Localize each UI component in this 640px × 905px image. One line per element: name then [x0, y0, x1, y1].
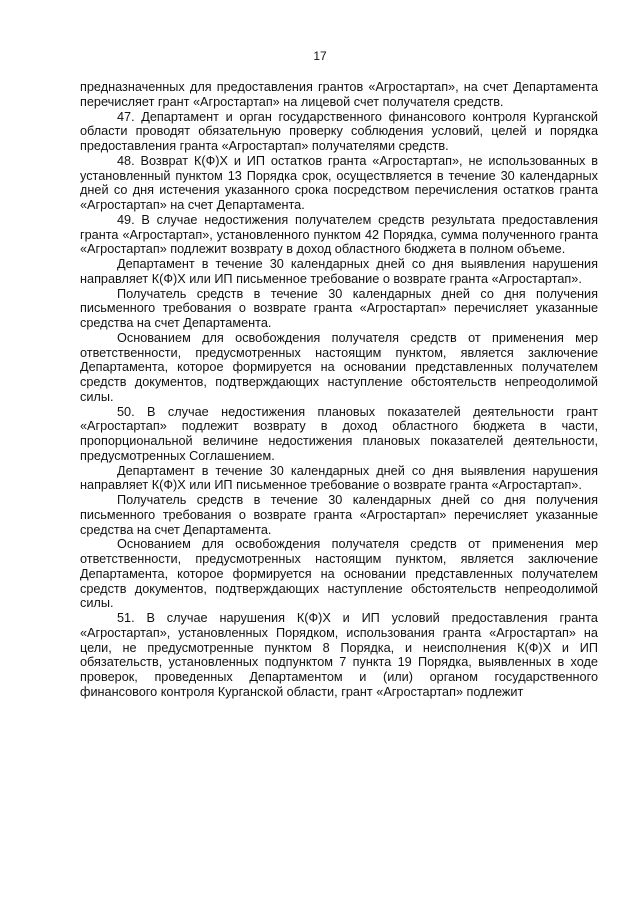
- paragraph: 49. В случае недостижения получателем средств результата предоставления гранта «Агростартап», установленного пунктом 42 Порядка, сумма полученного гранта «Агростартап» подлежит возврату в доход областного бюджета в полном объеме.: [80, 212, 598, 257]
- page-number: 17: [313, 49, 327, 63]
- document-body: [80, 80, 598, 700]
- paragraph: Департамент в течение 30 календарных дней со дня выявления нарушения направляет К(Ф)Х или ИП письменное требование о возврате гранта «Агростартап».: [80, 257, 598, 286]
- paragraph: Получатель средств в течение 30 календарных дней со дня получения письменного требования о возврате гранта «Агростартап» перечисляет указанные средства на счет Департамента.: [80, 286, 598, 330]
- paragraph: предназначенных для предоставления грантов «Агростартап», на счет Департамента перечисляет грант «Агростартап» на лицевой счет получателя средств.: [80, 80, 598, 109]
- paragraph: Департамент в течение 30 календарных дней со дня выявления нарушения направляет К(Ф)Х или ИП письменное требование о возврате гранта «Агростартап».: [80, 463, 598, 493]
- paragraph: Основанием для освобождения получателя средств от применения мер ответственности, предусмотренных настоящим пунктом, является заключение Департамента, которое формируется на основании представленных получателем средств документов, подтверждающих наступление обстоятельств непреодолимой силы.: [80, 330, 598, 404]
- paragraph: 48. Возврат К(Ф)Х и ИП остатков гранта «Агростартап», не использованных в установленный пунктом 13 Порядка срок, осуществляется в течение 30 календарных дней со дня истечения указанного срока посредством перечисления остатков гранта «Агростартап» на счет Департамента.: [80, 153, 598, 212]
- paragraph: 51. В случае нарушения К(Ф)Х и ИП условий предоставления гранта «Агростартап», установленных Порядком, использования гранта «Агростартап» на цели, не предусмотренные пунктом 8 Порядка, и неисполнения К(Ф)Х и ИП обязательств, установленных подпунктом 7 пункта 19 Порядка, выявленных в ходе проверок, проведенных Департаментом и (или) органом государственного финансового контроля Курганской области, грант «Агростартап» подлежит: [80, 611, 598, 699]
- paragraph: Получатель средств в течение 30 календарных дней со дня получения письменного требования о возврате гранта «Агростартап» перечисляет указанные средства на счет Департамента.: [80, 493, 598, 537]
- paragraph: Основанием для освобождения получателя средств от применения мер ответственности, предусмотренных настоящим пунктом, является заключение Департамента, которое формируется на основании представленных получателем средств документов, подтверждающих наступление обстоятельств непреодолимой силы.: [80, 537, 598, 611]
- paragraph: 50. В случае недостижения плановых показателей деятельности грант «Агростартап» подлежит возврату в доход областного бюджета в части, пропорциональной величине недостижения плановых показателей деятельности, предусмотренных Соглашением.: [80, 404, 598, 463]
- paragraph: 47. Департамент и орган государственного финансового контроля Курганской области проводят обязательную проверку соблюдения условий, целей и порядка предоставления гранта «Агростартап» получателями средств.: [80, 109, 598, 153]
